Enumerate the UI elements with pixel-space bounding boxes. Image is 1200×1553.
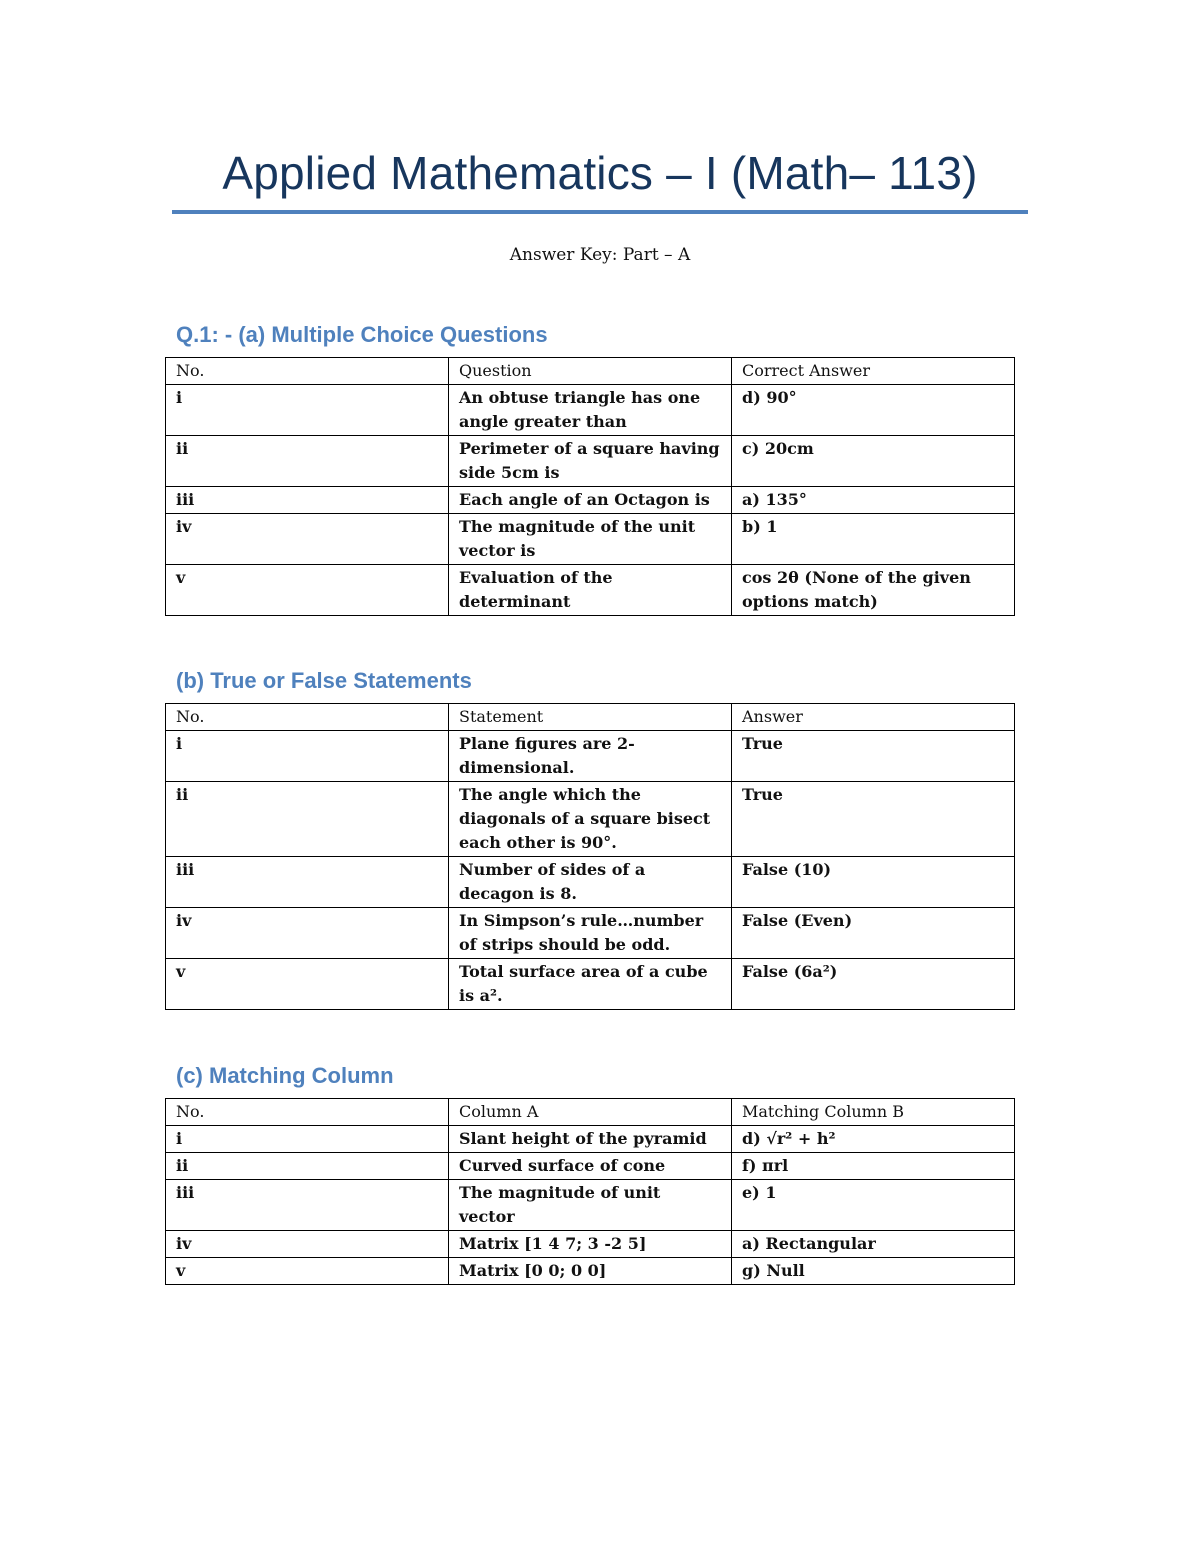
row-number: i xyxy=(166,1126,449,1153)
column-a-cell: Slant height of the pyramid xyxy=(449,1126,732,1153)
row-number: iv xyxy=(166,1231,449,1258)
column-a-cell: Matrix [0 0; 0 0] xyxy=(449,1258,732,1285)
column-b-cell: f) πrl xyxy=(732,1153,1015,1180)
answer-cell: False (Even) xyxy=(732,908,1015,959)
row-number: iii xyxy=(166,487,449,514)
table-row xyxy=(166,908,1015,959)
table-row xyxy=(166,731,1015,782)
page-subtitle: Answer Key: Part – A xyxy=(509,245,691,265)
row-number: iv xyxy=(166,514,449,565)
question-cell: Perimeter of a square having side 5cm is xyxy=(449,436,732,487)
answer-cell: False (6a²) xyxy=(732,959,1015,1010)
question-cell: An obtuse triangle has one angle greater than xyxy=(449,385,732,436)
answer-cell: True xyxy=(732,782,1015,857)
mcq-table xyxy=(165,357,1015,616)
column-header: Answer xyxy=(732,704,1015,731)
table-row xyxy=(166,857,1015,908)
answer-cell: d) 90° xyxy=(732,385,1015,436)
row-number: i xyxy=(166,731,449,782)
row-number: iv xyxy=(166,908,449,959)
column-header: Correct Answer xyxy=(732,358,1015,385)
table-row xyxy=(166,1231,1015,1258)
answer-cell: c) 20cm xyxy=(732,436,1015,487)
row-number: ii xyxy=(166,1153,449,1180)
answer-cell: a) 135° xyxy=(732,487,1015,514)
column-header: No. xyxy=(166,358,449,385)
table-row xyxy=(166,487,1015,514)
matching-table xyxy=(165,1098,1015,1285)
table-row xyxy=(166,565,1015,616)
table-row xyxy=(166,514,1015,565)
table-row xyxy=(166,782,1015,857)
column-header: Matching Column B xyxy=(732,1099,1015,1126)
column-header: Column A xyxy=(449,1099,732,1126)
row-number: iii xyxy=(166,857,449,908)
statement-cell: Number of sides of a decagon is 8. xyxy=(449,857,732,908)
column-header: No. xyxy=(166,1099,449,1126)
statement-cell: In Simpson’s rule…number of strips should be odd. xyxy=(449,908,732,959)
table-row xyxy=(166,1126,1015,1153)
section-heading-true-false: (b) True or False Statements xyxy=(176,668,472,693)
column-b-cell: g) Null xyxy=(732,1258,1015,1285)
statement-cell: The angle which the diagonals of a square bisect each other is 90°. xyxy=(449,782,732,857)
table-row xyxy=(166,1180,1015,1231)
row-number: ii xyxy=(166,782,449,857)
row-number: iii xyxy=(166,1180,449,1231)
page-title: Applied Mathematics – I (Math– 113) xyxy=(222,147,978,199)
statement-cell: Plane figures are 2-dimensional. xyxy=(449,731,732,782)
question-cell: Each angle of an Octagon is xyxy=(449,487,732,514)
answer-cell: True xyxy=(732,731,1015,782)
table-row xyxy=(166,385,1015,436)
table-row xyxy=(166,1153,1015,1180)
table-header-row xyxy=(166,1099,1015,1126)
answer-cell: b) 1 xyxy=(732,514,1015,565)
true-false-table xyxy=(165,703,1015,1010)
column-header: Question xyxy=(449,358,732,385)
section-heading-matching: (c) Matching Column xyxy=(176,1063,394,1088)
row-number: i xyxy=(166,385,449,436)
column-a-cell: Curved surface of cone xyxy=(449,1153,732,1180)
row-number: v xyxy=(166,1258,449,1285)
row-number: ii xyxy=(166,436,449,487)
table-header-row xyxy=(166,704,1015,731)
row-number: v xyxy=(166,565,449,616)
row-number: v xyxy=(166,959,449,1010)
column-header: No. xyxy=(166,704,449,731)
table-row xyxy=(166,959,1015,1010)
column-a-cell: Matrix [1 4 7; 3 -2 5] xyxy=(449,1231,732,1258)
statement-cell: Total surface area of a cube is a². xyxy=(449,959,732,1010)
column-b-cell: e) 1 xyxy=(732,1180,1015,1231)
question-cell: Evaluation of the determinant xyxy=(449,565,732,616)
section-heading-mcq: Q.1: - (a) Multiple Choice Questions xyxy=(176,322,548,347)
question-cell: The magnitude of the unit vector is xyxy=(449,514,732,565)
column-header: Statement xyxy=(449,704,732,731)
table-row xyxy=(166,436,1015,487)
table-header-row xyxy=(166,358,1015,385)
column-a-cell: The magnitude of unit vector xyxy=(449,1180,732,1231)
answer-cell: False (10) xyxy=(732,857,1015,908)
title-underline xyxy=(172,210,1028,214)
column-b-cell: d) √r² + h² xyxy=(732,1126,1015,1153)
column-b-cell: a) Rectangular xyxy=(732,1231,1015,1258)
table-row xyxy=(166,1258,1015,1285)
answer-cell: cos 2θ (None of the given options match) xyxy=(732,565,1015,616)
